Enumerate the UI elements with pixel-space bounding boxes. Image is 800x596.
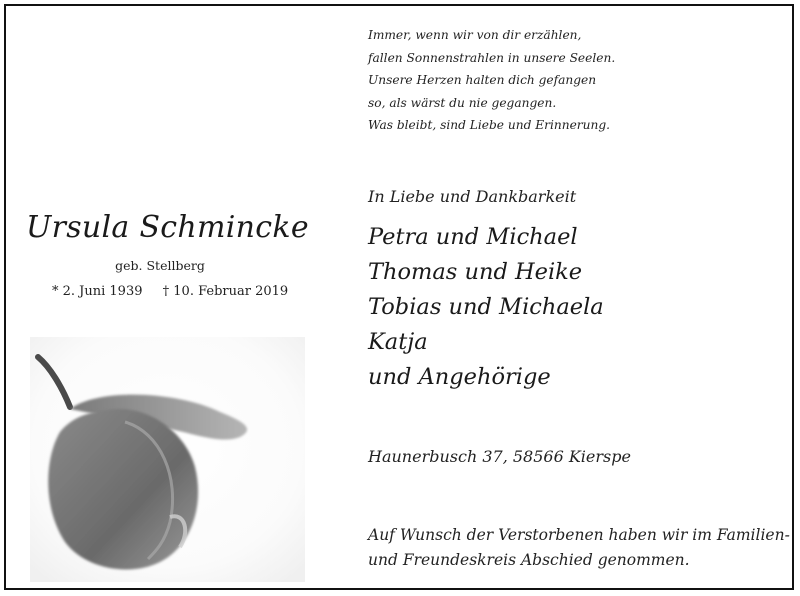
life-dates xyxy=(52,284,288,299)
deceased-name: Ursula Schmincke xyxy=(26,210,309,245)
mourner-name: Tobias und Michaela xyxy=(368,294,604,320)
mourner-name: Katja xyxy=(368,329,428,355)
birth-name: geb. Stellberg xyxy=(115,258,205,273)
thanks-intro: In Liebe und Dankbarkeit xyxy=(368,187,577,206)
note-line: Auf Wunsch der Verstorbenen haben wir im Familien- xyxy=(368,526,790,544)
death-date: † 10. Februar 2019 xyxy=(162,284,289,299)
birth-date: * 2. Juni 1939 xyxy=(52,284,143,299)
mourner-name: und Angehörige xyxy=(368,364,551,390)
mourner-name: Thomas und Heike xyxy=(368,259,583,285)
poem-line: fallen Sonnenstrahlen in unsere Seelen. xyxy=(368,50,616,65)
note-line: und Freundeskreis Abschied genommen. xyxy=(368,551,690,569)
farewell-note xyxy=(368,523,790,573)
mourner-list xyxy=(368,220,604,395)
poem-line: Was bleibt, sind Liebe und Erinnerung. xyxy=(368,118,610,132)
mourner-name: Petra und Michael xyxy=(368,224,578,250)
poem-line: Immer, wenn wir von dir erzählen, xyxy=(368,28,582,42)
tulip-photo-icon xyxy=(30,337,305,582)
poem-line: so, als wärst du nie gegangen. xyxy=(368,95,557,110)
poem-line: Unsere Herzen halten dich gefangen xyxy=(368,73,597,87)
address: Haunerbusch 37, 58566 Kierspe xyxy=(368,447,631,466)
poem xyxy=(368,24,615,137)
